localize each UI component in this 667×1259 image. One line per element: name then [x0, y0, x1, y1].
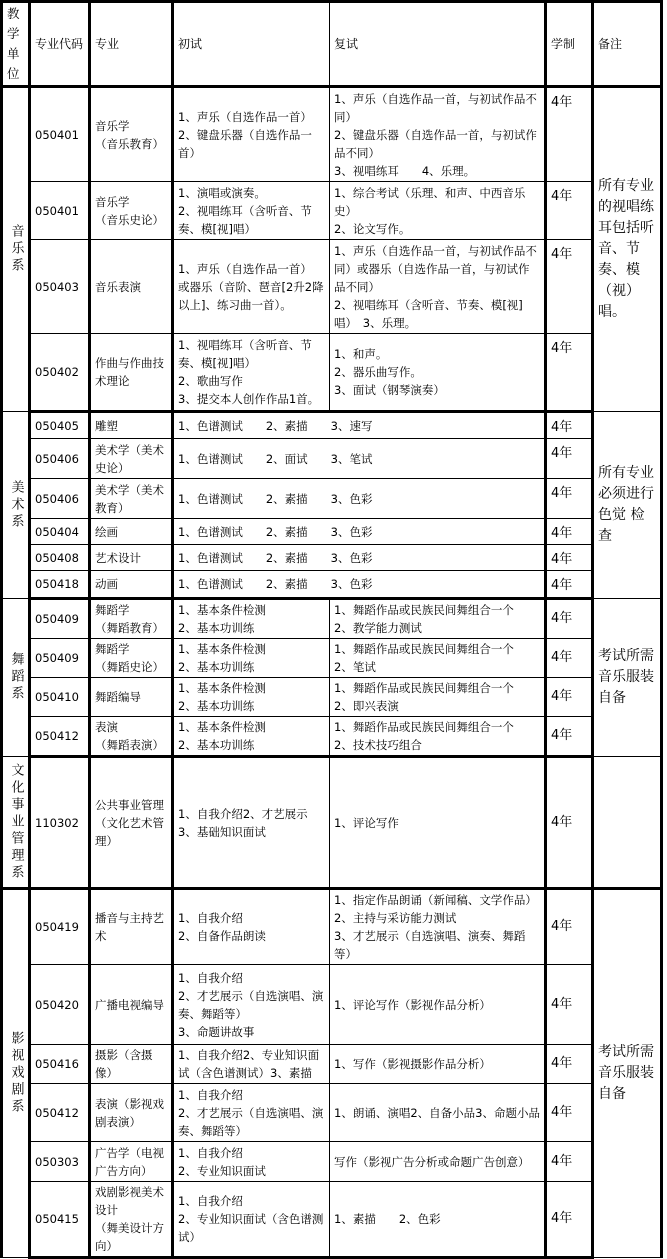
major-name	[90, 965, 173, 1045]
major-name	[90, 334, 173, 412]
text-line: 2、键盘乐器（自选作品一首，与初试作品不同）	[334, 127, 537, 160]
department-note: 所有专业必须进行色觉 检查	[593, 412, 662, 599]
text-line: （舞蹈教育）	[95, 621, 164, 635]
major-code: 050406	[30, 439, 90, 479]
exam-subjects: 1、色谱测试 2、素描 3、色彩	[173, 479, 546, 519]
text-line: 1、声乐（自选作品一首）	[178, 261, 312, 276]
text-line: 作曲与作曲技术理论	[95, 356, 164, 388]
text-line: 1、基本条件检测	[178, 603, 266, 617]
study-years: 4年	[546, 1182, 593, 1258]
table-row	[2, 334, 662, 412]
department-name: 音乐系	[2, 87, 30, 412]
table-row	[2, 965, 662, 1045]
retest-exam	[330, 678, 546, 717]
text-line: 广告学（电视广告方向）	[95, 1145, 164, 1178]
text-line: 表演	[95, 720, 118, 734]
table-row	[2, 519, 662, 545]
text-line: 1、自我介绍2、专业知识面试（含色谱测试）3、素描	[178, 1048, 320, 1080]
header-retest: 复试	[330, 2, 546, 87]
study-years: 4年	[546, 412, 593, 439]
study-years: 4年	[546, 240, 593, 334]
text-line: 2、自备作品朗读	[178, 929, 266, 943]
exam-subjects: 1、色谱测试 2、面试 3、笔试	[173, 439, 546, 479]
text-line: 1、自我介绍	[178, 970, 243, 985]
text-line: 2、基本功训练	[178, 699, 255, 713]
text-line: 舞蹈学	[95, 603, 130, 617]
text-line: 雕塑	[95, 418, 118, 433]
text-line: 2、基本功训练	[178, 621, 255, 635]
retest-exam	[330, 1182, 546, 1258]
major-name	[90, 479, 173, 519]
text-line: 2、专业知识面试（含色谱测试）	[178, 1212, 324, 1244]
major-name	[90, 571, 173, 599]
text-line: 1、舞蹈作品或民族民间舞组合一个	[334, 603, 514, 617]
text-line: 1、自我介绍	[178, 1145, 243, 1160]
text-line: （音乐史论）	[95, 212, 164, 227]
table-row	[2, 87, 662, 182]
department-note: 考试所需音乐服装自备	[593, 889, 662, 1258]
text-line: 艺术设计	[95, 550, 141, 565]
initial-exam	[173, 1084, 330, 1142]
study-years: 4年	[546, 757, 593, 889]
major-name	[90, 1142, 173, 1182]
text-line: 1、演唱或演奏。	[178, 185, 266, 200]
table-row	[2, 240, 662, 334]
text-line: 1、自我介绍2、才艺展示	[178, 806, 308, 821]
initial-exam	[173, 639, 330, 678]
major-name	[90, 757, 173, 889]
text-line: 1、素描 2、色彩	[334, 1212, 441, 1226]
text-line: 表演（影视戏剧表演）	[95, 1096, 164, 1129]
retest-exam	[330, 599, 546, 639]
header-row	[2, 2, 662, 87]
department-note: 所有专业的视唱练耳包括听音、节奏、模（视）唱。	[593, 87, 662, 412]
text-line: 3、基础知识面试	[178, 824, 266, 839]
initial-exam	[173, 334, 330, 412]
text-line: 1、基本条件检测	[178, 720, 266, 734]
major-name	[90, 519, 173, 545]
text-line: 1、自我介绍	[178, 1194, 243, 1208]
initial-exam	[173, 965, 330, 1045]
retest-exam	[330, 1084, 546, 1142]
retest-exam	[330, 87, 546, 182]
text-line: 1、声乐（自选作品一首，与初试作品不同）或器乐（自选作品一首，与初试作品不同）	[334, 243, 537, 294]
major-code: 050409	[30, 599, 90, 639]
major-code: 050412	[30, 1084, 90, 1142]
major-code: 050404	[30, 519, 90, 545]
retest-exam	[330, 889, 546, 965]
text-line: 摄影（含摄像）	[95, 1048, 153, 1080]
major-code: 050420	[30, 965, 90, 1045]
study-years: 4年	[546, 965, 593, 1045]
exam-subjects: 1、色谱测试 2、素描 3、色彩	[173, 571, 546, 599]
text-line: 2、主持与采访能力测试	[334, 911, 457, 925]
major-name	[90, 545, 173, 571]
text-line: 2、才艺展示（自选演唱、演奏、舞蹈等）	[178, 1105, 324, 1138]
text-line: 动画	[95, 577, 118, 591]
text-line: 音乐学	[95, 194, 130, 209]
study-years: 4年	[546, 519, 593, 545]
text-line: 1、自我介绍	[178, 911, 243, 925]
retest-exam	[330, 639, 546, 678]
table-row	[2, 412, 662, 439]
text-line: 3、才艺展示（自选演唱、演奏、舞蹈等）	[334, 929, 526, 961]
major-name	[90, 717, 173, 757]
major-name	[90, 678, 173, 717]
study-years: 4年	[546, 182, 593, 240]
text-line: 1、舞蹈作品或民族民间舞组合一个	[334, 681, 514, 695]
text-line: 美术学（美术史论）	[95, 442, 164, 475]
table-row	[2, 1045, 662, 1084]
study-years: 4年	[546, 545, 593, 571]
text-line: 2、基本功训练	[178, 660, 255, 674]
major-code: 050401	[30, 87, 90, 182]
text-line: 2、视唱练耳（含听音、节奏、模[视]唱） 3、乐理。	[334, 297, 523, 330]
study-years: 4年	[546, 599, 593, 639]
department-name: 文化事业管理系	[2, 757, 30, 889]
text-line: 舞蹈编导	[95, 690, 141, 704]
table-row	[2, 1182, 662, 1258]
header-major: 专业	[90, 2, 173, 87]
major-name	[90, 412, 173, 439]
major-code: 050403	[30, 240, 90, 334]
study-years: 4年	[546, 889, 593, 965]
major-code: 050415	[30, 1182, 90, 1258]
text-line: 2、专业知识面试	[178, 1163, 266, 1178]
header-initial: 初试	[173, 2, 330, 87]
major-code: 050416	[30, 1045, 90, 1084]
text-line: 音乐表演	[95, 279, 141, 294]
text-line: 2、键盘乐器（自选作品一首）	[178, 127, 312, 160]
retest-exam	[330, 757, 546, 889]
exam-subjects: 1、色谱测试 2、素描 3、色彩	[173, 545, 546, 571]
exam-subjects: 1、色谱测试 2、素描 3、色彩	[173, 519, 546, 545]
text-line: 1、基本条件检测	[178, 681, 266, 695]
text-line: 播音与主持艺术	[95, 911, 164, 943]
initial-exam	[173, 889, 330, 965]
table-row	[2, 889, 662, 965]
text-line: 戏剧影视美术设计	[95, 1185, 164, 1217]
initial-exam	[173, 1045, 330, 1084]
initial-exam	[173, 678, 330, 717]
major-code: 050409	[30, 639, 90, 678]
text-line: 1、朗诵、演唱2、自备小品3、命题小品	[334, 1105, 540, 1120]
text-line: 3、面试（钢琴演奏）	[334, 383, 445, 397]
text-line: 音乐学	[95, 118, 130, 133]
text-line: 1、声乐（自选作品一首）	[178, 109, 312, 124]
text-line: 1、视唱练耳（含听音、节奏、模[视]唱）	[178, 338, 312, 370]
major-name	[90, 182, 173, 240]
text-line: 1、综合考试（乐理、和声、中西音乐史）	[334, 185, 526, 218]
major-code: 050418	[30, 571, 90, 599]
text-line: 1、和声。	[334, 347, 388, 361]
table-row	[2, 717, 662, 757]
major-code: 050412	[30, 717, 90, 757]
retest-exam	[330, 717, 546, 757]
table-row	[2, 439, 662, 479]
department-name: 影视戏剧系	[2, 889, 30, 1258]
retest-exam	[330, 182, 546, 240]
text-line: 2、视唱练耳（含听音、节奏、模[视]唱）	[178, 203, 312, 236]
major-code: 050405	[30, 412, 90, 439]
text-line: 2、教学能力测试	[334, 621, 422, 635]
major-name	[90, 639, 173, 678]
table-row	[2, 599, 662, 639]
table-row	[2, 479, 662, 519]
department-name: 美术系	[2, 412, 30, 599]
retest-exam	[330, 1142, 546, 1182]
major-code: 050401	[30, 182, 90, 240]
text-line: 绘画	[95, 524, 118, 539]
retest-exam	[330, 1045, 546, 1084]
text-line: 1、指定作品朗诵（新闻稿、文学作品）	[334, 893, 537, 907]
text-line: 1、舞蹈作品或民族民间舞组合一个	[334, 642, 514, 656]
retest-exam	[330, 965, 546, 1045]
text-line: 2、器乐曲写作。	[334, 365, 422, 379]
study-years: 4年	[546, 334, 593, 412]
table-row	[2, 182, 662, 240]
text-line: 1、评论写作（影视作品分析）	[334, 997, 491, 1012]
text-line: 1、评论写作	[334, 815, 399, 830]
major-name	[90, 240, 173, 334]
retest-exam	[330, 334, 546, 412]
text-line: 广播电视编导	[95, 997, 164, 1012]
text-line: 1、基本条件检测	[178, 642, 266, 656]
text-line: 1、舞蹈作品或民族民间舞组合一个	[334, 720, 514, 734]
text-line: 2、才艺展示（自选演唱、演奏、舞蹈等）	[178, 988, 324, 1021]
initial-exam	[173, 717, 330, 757]
initial-exam	[173, 599, 330, 639]
text-line: 1、写作（影视摄影作品分析）	[334, 1057, 491, 1071]
study-years: 4年	[546, 678, 593, 717]
header-years: 学制	[546, 2, 593, 87]
text-line: 2、基本功训练	[178, 738, 255, 752]
text-line: （舞美设计方向）	[95, 1221, 164, 1253]
major-code: 050408	[30, 545, 90, 571]
exam-subjects: 1、色谱测试 2、素描 3、速写	[173, 412, 546, 439]
header-code: 专业代码	[30, 2, 90, 87]
department-note: 考试所需音乐服装自备	[593, 599, 662, 757]
study-years: 4年	[546, 1142, 593, 1182]
initial-exam	[173, 240, 330, 334]
major-code: 050419	[30, 889, 90, 965]
text-line: 2、技术技巧组合	[334, 738, 422, 752]
table-row	[2, 678, 662, 717]
study-years: 4年	[546, 571, 593, 599]
text-line: 3、视唱练耳 4、乐理。	[334, 163, 476, 178]
header-dept: 教学单位	[2, 2, 30, 87]
text-line: 3、提交本人创作作品1首。	[178, 392, 320, 406]
major-name	[90, 439, 173, 479]
study-years: 4年	[546, 1084, 593, 1142]
major-name	[90, 889, 173, 965]
text-line: 写作（影视广告分析或命题广告创意）	[334, 1154, 530, 1169]
text-line: 1、自我介绍	[178, 1087, 243, 1102]
major-code: 110302	[30, 757, 90, 889]
department-note	[593, 757, 662, 889]
initial-exam	[173, 182, 330, 240]
text-line: （舞蹈表演）	[95, 738, 164, 752]
text-line: 公共事业管理（文化艺术管理）	[95, 797, 164, 848]
table-row	[2, 757, 662, 889]
major-name	[90, 599, 173, 639]
text-line: 2、即兴表演	[334, 699, 399, 713]
text-line: 2、歌曲写作	[178, 374, 243, 388]
major-code: 050410	[30, 678, 90, 717]
text-line: （舞蹈史论）	[95, 660, 164, 674]
major-name	[90, 87, 173, 182]
study-years: 4年	[546, 439, 593, 479]
text-line: 美术学（美术教育）	[95, 482, 164, 515]
major-name	[90, 1084, 173, 1142]
table-row	[2, 1142, 662, 1182]
table-row	[2, 545, 662, 571]
text-line: 2、论文写作。	[334, 221, 411, 236]
text-line: 3、命题讲故事	[178, 1024, 255, 1039]
text-line: 2、笔试	[334, 660, 376, 674]
major-name	[90, 1045, 173, 1084]
text-line: （音乐教育）	[95, 136, 164, 151]
table-row	[2, 1084, 662, 1142]
table-row	[2, 571, 662, 599]
major-code: 050402	[30, 334, 90, 412]
initial-exam	[173, 87, 330, 182]
major-code: 050303	[30, 1142, 90, 1182]
retest-exam	[330, 240, 546, 334]
study-years: 4年	[546, 717, 593, 757]
major-code: 050406	[30, 479, 90, 519]
study-years: 4年	[546, 479, 593, 519]
text-line: 1、声乐（自选作品一首，与初试作品不同）	[334, 91, 537, 124]
study-years: 4年	[546, 639, 593, 678]
table-row	[2, 639, 662, 678]
department-name: 舞蹈系	[2, 599, 30, 757]
study-years: 4年	[546, 87, 593, 182]
initial-exam	[173, 1182, 330, 1258]
header-notes: 备注	[593, 2, 662, 87]
text-line: 舞蹈学	[95, 642, 130, 656]
study-years: 4年	[546, 1045, 593, 1084]
text-line: 或器乐（音阶、琶音[2升2降以上]、练习曲一首）。	[178, 279, 324, 312]
initial-exam	[173, 1142, 330, 1182]
major-name	[90, 1182, 173, 1258]
initial-exam	[173, 757, 330, 889]
